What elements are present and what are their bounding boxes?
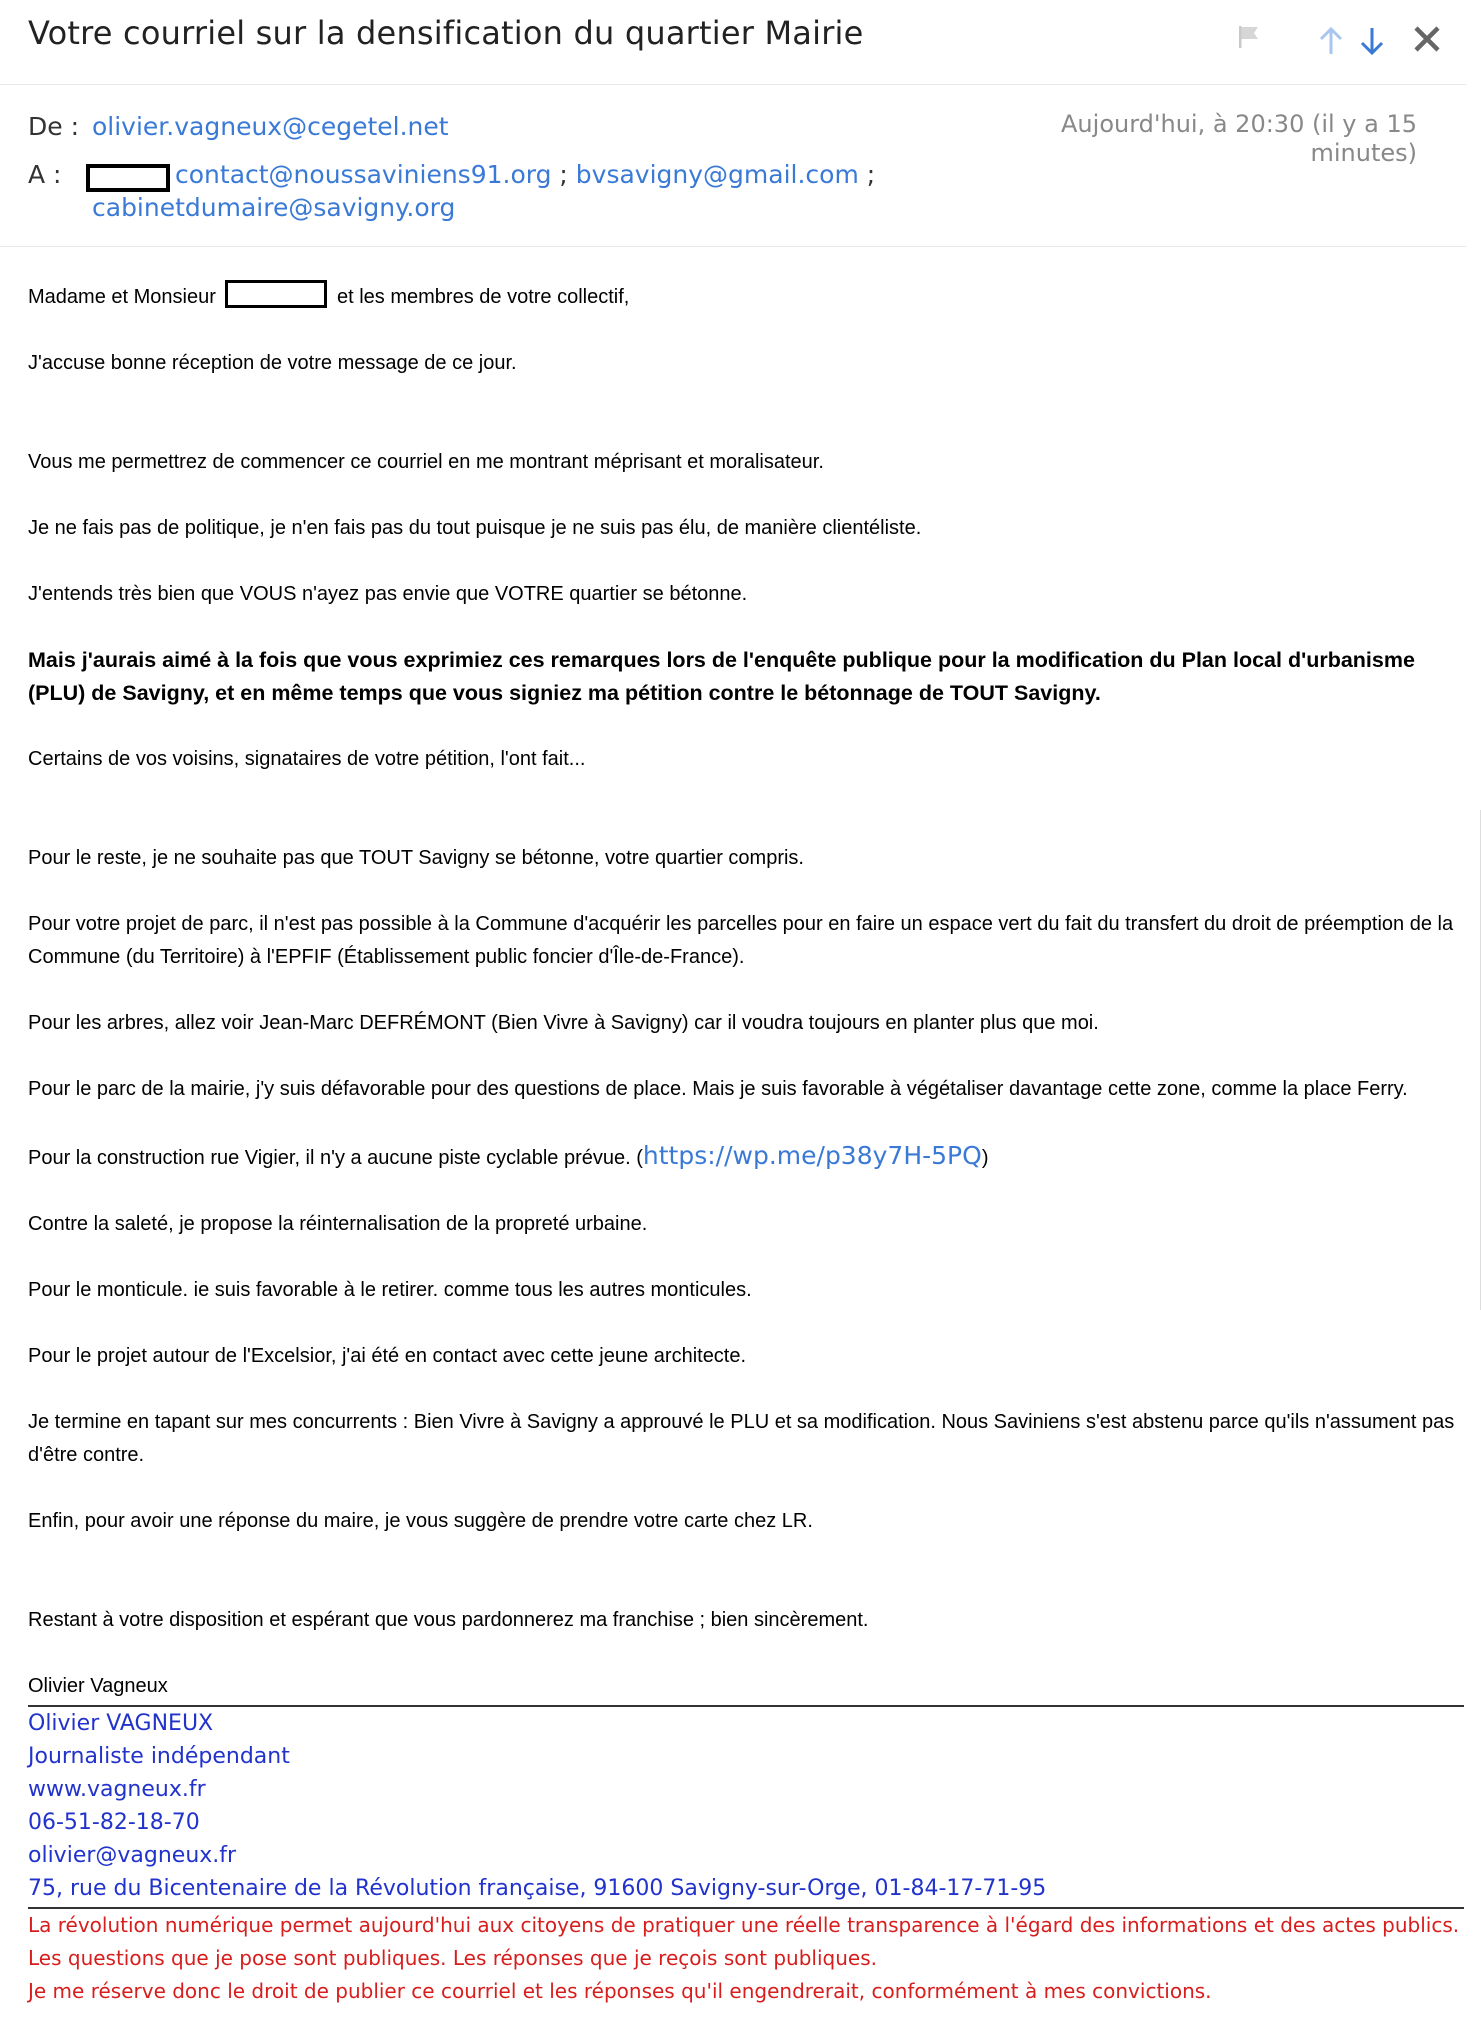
email-body — [28, 280, 1468, 2008]
paragraph: Pour les arbres, allez voir Jean-Marc DEFRÉMONT (Bien Vivre à Savigny) car il voudra toujours en planter plus que moi. — [28, 1012, 1099, 1034]
greeting: Madame et Monsieur et les membres de votre collectif, — [28, 280, 1468, 314]
to-address-1[interactable]: contact@noussaviniens91.org — [175, 160, 552, 189]
signature-name: Olivier VAGNEUX — [28, 1711, 214, 1736]
arrow-up-icon[interactable] — [1318, 26, 1344, 61]
arrow-down-icon[interactable] — [1359, 26, 1385, 61]
bold-paragraph: Mais j'aurais aimé à la fois que vous exprimiez ces remarques lors de l'enquête publique pour la modification du Plan local d'urbanisme (PLU) de Savigny, et en même temps que vous signiez ma pétition contre le bétonnage de TOUT Savigny. — [28, 648, 1415, 705]
paragraph: Pour le monticule. ie suis favorable à le retirer. comme tous les autres monticules. — [28, 1279, 752, 1301]
signature-email[interactable]: olivier@vagneux.fr — [28, 1843, 237, 1868]
paragraph: Pour le projet autour de l'Excelsior, j'ai été en contact avec cette jeune architecte. — [28, 1345, 747, 1367]
paragraph: Pour le parc de la mairie, j'y suis défavorable pour des questions de place. Mais je suis favorable à végétaliser davantage cette zone, comme la place Ferry. — [28, 1078, 1408, 1100]
close-icon[interactable] — [1412, 24, 1442, 59]
signature-block — [28, 1707, 1468, 1905]
signature-website[interactable]: www.vagneux.fr — [28, 1777, 206, 1802]
recipient-separator: ; — [559, 160, 568, 189]
to-address-3[interactable]: cabinetdumaire@savigny.org — [92, 193, 456, 222]
from-label: De : — [28, 112, 80, 141]
paragraph: Je ne fais pas de politique, je n'en fais pas du tout puisque je ne suis pas élu, de manière clientéliste. — [28, 517, 922, 539]
paragraph: Certains de vos voisins, signataires de votre pétition, l'ont fait... — [28, 748, 586, 770]
redacted-recipient — [86, 164, 170, 192]
paragraph: Contre la saleté, je propose la réinternalisation de la propreté urbaine. — [28, 1213, 648, 1235]
disclaimer: La révolution numérique permet aujourd'hui aux citoyens de pratiquer une réelle transparence à l'égard des informations et des actes publics. Les questions que je pose sont publiques. Les réponses que je reçois sont publiques. Je me réserve donc le droit de publier ce courriel et les réponses qu'il engendrerait, conformément à mes convictions. — [28, 1913, 1460, 2003]
paragraph: Pour la construction rue Vigier, il n'y a aucune piste cyclable prévue. (https://wp.me/p38y7H-5PQ) — [28, 1141, 989, 1170]
paragraph: Enfin, pour avoir une réponse du maire, je vous suggère de prendre votre carte chez LR. — [28, 1510, 813, 1532]
article-link[interactable]: https://wp.me/p38y7H-5PQ — [642, 1141, 982, 1170]
header-divider — [0, 84, 1466, 85]
sign-name: Olivier Vagneux — [28, 1675, 168, 1697]
paragraph: Je termine en tapant sur mes concurrents : Bien Vivre à Savigny a approuvé le PLU et sa modification. Nous Saviniens s'est abstenu parce qu'ils n'assument pas d'être contre. — [28, 1411, 1455, 1466]
from-address[interactable]: olivier.vagneux@cegetel.net — [92, 112, 449, 141]
paragraph: Pour votre projet de parc, il n'est pas possible à la Commune d'acquérir les parcelles pour en faire un espace vert du fait du transfert du droit de préemption de la Commune (du Territoire) à l'EPFIF (Établissement public foncier d'Île-de-France). — [28, 913, 1454, 968]
redacted-name — [225, 280, 327, 308]
header-divider — [0, 246, 1466, 247]
email-subject: Votre courriel sur la densification du quartier Mairie — [28, 14, 864, 52]
to-address-2[interactable]: bvsavigny@gmail.com — [575, 160, 859, 189]
paragraph: J'entends très bien que VOUS n'ayez pas envie que VOTRE quartier se bétonne. — [28, 583, 748, 605]
paragraph: Pour le reste, je ne souhaite pas que TOUT Savigny se bétonne, votre quartier compris. — [28, 847, 804, 869]
paragraph: Restant à votre disposition et espérant que vous pardonnerez ma franchise ; bien sincèrement. — [28, 1609, 869, 1631]
to-label: A : — [28, 160, 62, 189]
signature-address: 75, rue du Bicentenaire de la Révolution française, 91600 Savigny-sur-Orge, 01-84-17-71-95 — [28, 1876, 1047, 1901]
paragraph: Vous me permettrez de commencer ce courriel en me montrant méprisant et moralisateur. — [28, 451, 824, 473]
signature-title: Journaliste indépendant — [28, 1744, 290, 1769]
recipient-separator: ; — [866, 160, 876, 189]
paragraph: J'accuse bonne réception de votre message de ce jour. — [28, 352, 517, 374]
signature-phone: 06-51-82-18-70 — [28, 1810, 200, 1835]
flag-icon[interactable] — [1236, 24, 1262, 55]
email-date: Aujourd'hui, à 20:30 (il y a 15 minutes) — [1061, 110, 1417, 167]
